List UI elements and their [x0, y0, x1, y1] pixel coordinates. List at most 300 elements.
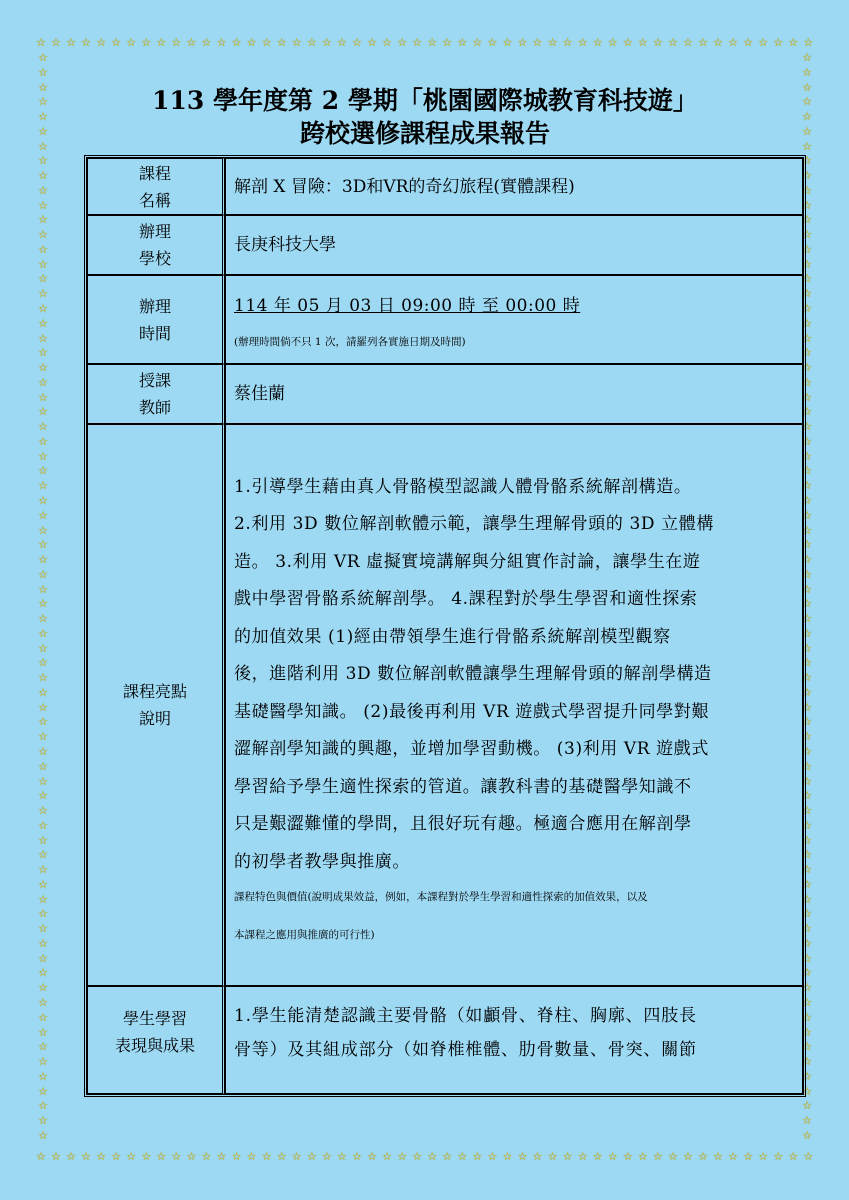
- star-icon: ☆: [38, 139, 48, 153]
- outcomes-line: 骨等）及其組成部分（如脊椎椎體、肋骨數量、骨突、關節: [234, 1040, 697, 1060]
- star-icon: ☆: [38, 1025, 48, 1039]
- star-icon: ☆: [276, 1150, 287, 1163]
- star-icon: ☆: [802, 951, 812, 965]
- star-icon: ☆: [306, 1150, 317, 1163]
- star-icon: ☆: [802, 700, 812, 714]
- star-icon: ☆: [38, 80, 48, 94]
- star-icon: ☆: [38, 257, 48, 271]
- star-icon: ☆: [38, 346, 48, 360]
- star-icon: ☆: [38, 1099, 48, 1113]
- star-icon: ☆: [532, 36, 543, 49]
- star-icon: ☆: [397, 1150, 407, 1163]
- star-icon: ☆: [803, 1150, 814, 1163]
- star-icon: ☆: [38, 420, 48, 434]
- star-icon: ☆: [802, 139, 812, 153]
- star-icon: ☆: [427, 36, 438, 49]
- star-icon: ☆: [802, 287, 812, 301]
- highlights-line: 澀解剖學知識的興趣，並增加學習動機。 (3)利用 VR 遊戲式: [234, 739, 709, 760]
- star-icon: ☆: [802, 789, 812, 803]
- star-icon: ☆: [412, 1150, 423, 1163]
- star-icon: ☆: [652, 36, 663, 49]
- star-icon: ☆: [622, 36, 633, 49]
- star-icon: ☆: [216, 1150, 227, 1163]
- star-icon: ☆: [802, 449, 812, 463]
- star-icon: ☆: [802, 375, 812, 389]
- star-icon: ☆: [802, 1069, 812, 1083]
- star-icon: ☆: [38, 287, 48, 301]
- star-icon: ☆: [802, 656, 812, 670]
- star-icon: ☆: [773, 1150, 784, 1163]
- highlights-label-line1: 課程亮點: [122, 682, 187, 701]
- star-icon: ☆: [802, 626, 812, 640]
- star-icon: ☆: [38, 789, 48, 803]
- star-icon: ☆: [171, 36, 182, 49]
- star-icon: ☆: [713, 36, 723, 49]
- star-icon: ☆: [38, 242, 48, 256]
- course-name-label: [87, 158, 225, 215]
- schedule-label-line2: 時間: [138, 323, 171, 343]
- host-school-cell: [225, 215, 803, 275]
- schedule-cell: [225, 275, 803, 364]
- star-icon: ☆: [38, 892, 48, 906]
- star-icon: ☆: [276, 36, 287, 49]
- report-title-line2: 跨校選修課程成果報告: [299, 119, 550, 148]
- star-icon: ☆: [38, 922, 48, 936]
- star-icon: ☆: [186, 1150, 197, 1163]
- host-school-label-line1: 辦理: [138, 222, 171, 241]
- star-icon: ☆: [802, 907, 812, 921]
- star-icon: ☆: [38, 1055, 48, 1069]
- star-icon: ☆: [802, 538, 812, 552]
- star-icon: ☆: [802, 479, 812, 493]
- star-icon: ☆: [367, 1150, 377, 1163]
- star-icon: ☆: [306, 36, 317, 49]
- star-icon: ☆: [38, 804, 48, 818]
- star-icon: ☆: [802, 52, 812, 64]
- star-icon: ☆: [802, 966, 812, 980]
- row-teacher: [87, 364, 803, 424]
- star-icon: ☆: [38, 1114, 48, 1128]
- star-icon: ☆: [261, 1150, 272, 1163]
- star-icon: ☆: [38, 272, 48, 286]
- star-icon: ☆: [38, 449, 48, 463]
- star-icon: ☆: [38, 863, 48, 877]
- star-icon: ☆: [38, 228, 48, 242]
- star-icon: ☆: [802, 434, 812, 448]
- star-icon: ☆: [81, 1150, 92, 1163]
- star-icon: ☆: [502, 36, 513, 49]
- star-icon: ☆: [38, 523, 48, 537]
- star-icon: ☆: [547, 36, 558, 49]
- star-icon: ☆: [592, 1150, 603, 1163]
- star-icon: ☆: [802, 582, 812, 596]
- outcomes-label-line2: 表現與成果: [114, 1036, 195, 1055]
- star-icon: ☆: [802, 95, 812, 109]
- star-icon: ☆: [397, 36, 407, 49]
- star-icon: ☆: [321, 36, 332, 49]
- star-icon: ☆: [141, 1150, 152, 1163]
- star-icon: ☆: [38, 759, 48, 773]
- star-icon: ☆: [802, 361, 812, 375]
- row-highlights: [87, 424, 803, 986]
- star-icon: ☆: [667, 36, 678, 49]
- star-icon: ☆: [743, 36, 754, 49]
- star-icon: ☆: [802, 567, 812, 581]
- highlights-label: [87, 424, 225, 986]
- outcomes-line: 1.學生能清楚認識主要骨骼（如顱骨、脊柱、胸廓、四肢長: [234, 1006, 697, 1026]
- star-icon: ☆: [713, 1150, 723, 1163]
- star-icon: ☆: [802, 981, 812, 995]
- star-icon: ☆: [156, 36, 167, 49]
- star-icon: ☆: [321, 1150, 332, 1163]
- star-icon: ☆: [81, 36, 92, 49]
- star-icon: ☆: [517, 36, 528, 49]
- star-icon: ☆: [38, 656, 48, 670]
- star-icon: ☆: [802, 553, 812, 567]
- highlights-line: 戲中學習骨骼系統解剖學。 4.課程對於學生學習和適性探索: [234, 589, 698, 610]
- star-icon: ☆: [517, 1150, 528, 1163]
- star-icon: ☆: [622, 1150, 633, 1163]
- report-table: [84, 155, 806, 1097]
- star-icon: ☆: [38, 124, 48, 138]
- star-icon: ☆: [246, 1150, 257, 1163]
- star-icon: ☆: [802, 331, 812, 345]
- star-icon: ☆: [38, 907, 48, 921]
- star-icon: ☆: [38, 567, 48, 581]
- star-icon: ☆: [38, 183, 48, 197]
- star-border-top: [36, 36, 814, 50]
- star-icon: ☆: [38, 1084, 48, 1098]
- host-school-label-line2: 學校: [138, 249, 171, 268]
- star-icon: ☆: [802, 612, 812, 626]
- star-icon: ☆: [367, 36, 377, 49]
- star-icon: ☆: [802, 671, 812, 685]
- star-icon: ☆: [38, 95, 48, 109]
- star-icon: ☆: [802, 1010, 812, 1024]
- star-icon: ☆: [38, 169, 48, 183]
- star-icon: ☆: [802, 936, 812, 950]
- star-icon: ☆: [38, 685, 48, 699]
- highlights-cell: [225, 424, 803, 986]
- star-border-left: [36, 52, 50, 1142]
- star-icon: ☆: [637, 36, 648, 49]
- highlights-line: 2.利用 3D 數位解剖軟體示範，讓學生理解骨頭的 3D 立體構: [234, 514, 714, 535]
- highlights-label-line2: 說明: [138, 709, 171, 728]
- star-icon: ☆: [38, 877, 48, 891]
- star-icon: ☆: [758, 1150, 769, 1163]
- star-icon: ☆: [38, 700, 48, 714]
- star-icon: ☆: [96, 36, 107, 49]
- star-icon: ☆: [728, 1150, 739, 1163]
- highlights-note-line2: 本課程之應用與推廣的可行性): [234, 929, 375, 942]
- star-icon: ☆: [96, 1150, 107, 1163]
- star-icon: ☆: [802, 523, 812, 537]
- star-icon: ☆: [802, 685, 812, 699]
- star-icon: ☆: [126, 36, 137, 49]
- star-icon: ☆: [457, 36, 468, 49]
- star-icon: ☆: [38, 612, 48, 626]
- star-icon: ☆: [532, 1150, 543, 1163]
- star-icon: ☆: [38, 553, 48, 567]
- star-icon: ☆: [38, 375, 48, 389]
- star-icon: ☆: [802, 863, 812, 877]
- star-icon: ☆: [412, 36, 423, 49]
- star-icon: ☆: [38, 1069, 48, 1083]
- star-icon: ☆: [201, 1150, 212, 1163]
- star-icon: ☆: [38, 316, 48, 330]
- star-icon: ☆: [51, 1150, 61, 1163]
- star-icon: ☆: [802, 228, 812, 242]
- star-icon: ☆: [802, 818, 812, 832]
- star-icon: ☆: [758, 36, 769, 49]
- course-name-label-line2: 名稱: [138, 190, 171, 210]
- star-icon: ☆: [231, 1150, 242, 1163]
- star-icon: ☆: [472, 1150, 483, 1163]
- star-icon: ☆: [788, 36, 799, 49]
- star-icon: ☆: [487, 36, 498, 49]
- star-icon: ☆: [472, 36, 483, 49]
- star-icon: ☆: [38, 390, 48, 404]
- row-schedule: [87, 275, 803, 364]
- star-icon: ☆: [607, 36, 618, 49]
- star-icon: ☆: [336, 36, 347, 49]
- star-icon: ☆: [38, 715, 48, 729]
- star-icon: ☆: [802, 65, 812, 79]
- star-icon: ☆: [802, 154, 812, 168]
- star-icon: ☆: [802, 272, 812, 286]
- star-icon: ☆: [156, 1150, 167, 1163]
- star-icon: ☆: [802, 302, 812, 316]
- star-icon: ☆: [38, 744, 48, 758]
- star-icon: ☆: [38, 582, 48, 596]
- star-icon: ☆: [802, 833, 812, 847]
- star-icon: ☆: [51, 36, 61, 49]
- star-icon: ☆: [802, 804, 812, 818]
- star-icon: ☆: [38, 981, 48, 995]
- highlights-line: 的加值效果 (1)經由帶領學生進行骨骼系統解剖模型觀察: [234, 626, 671, 647]
- star-icon: ☆: [607, 1150, 618, 1163]
- star-icon: ☆: [802, 183, 812, 197]
- star-icon: ☆: [802, 1084, 812, 1098]
- star-icon: ☆: [38, 833, 48, 847]
- star-icon: ☆: [802, 493, 812, 507]
- star-icon: ☆: [38, 818, 48, 832]
- star-icon: ☆: [351, 1150, 362, 1163]
- star-icon: ☆: [38, 434, 48, 448]
- highlights-line: 只是艱澀難懂的學問，且很好玩有趣。極適合應用在解剖學: [234, 814, 692, 835]
- star-icon: ☆: [728, 36, 739, 49]
- star-icon: ☆: [38, 1010, 48, 1024]
- star-icon: ☆: [38, 848, 48, 862]
- star-icon: ☆: [802, 892, 812, 906]
- report-title: [60, 84, 790, 150]
- star-icon: ☆: [38, 493, 48, 507]
- star-icon: ☆: [802, 759, 812, 773]
- star-icon: ☆: [803, 36, 814, 49]
- schedule-note: (辦理時間倘不只 1 次，請羅列各實施日期及時間): [234, 335, 466, 348]
- star-icon: ☆: [38, 198, 48, 212]
- star-icon: ☆: [698, 1150, 708, 1163]
- star-icon: ☆: [246, 36, 257, 49]
- star-icon: ☆: [502, 1150, 513, 1163]
- star-icon: ☆: [382, 36, 392, 49]
- report-title-line1: 113 學年度第 2 學期「桃園國際城教育科技遊」: [152, 86, 698, 115]
- star-icon: ☆: [577, 36, 588, 49]
- star-icon: ☆: [802, 124, 812, 138]
- star-icon: ☆: [802, 1099, 812, 1113]
- star-border-bottom: [36, 1150, 814, 1164]
- star-icon: ☆: [126, 1150, 137, 1163]
- star-icon: ☆: [802, 744, 812, 758]
- schedule-label: [87, 275, 225, 364]
- star-icon: ☆: [637, 1150, 648, 1163]
- star-icon: ☆: [38, 361, 48, 375]
- star-icon: ☆: [36, 1150, 46, 1163]
- star-icon: ☆: [186, 36, 197, 49]
- star-icon: ☆: [111, 36, 122, 49]
- star-icon: ☆: [802, 996, 812, 1009]
- teacher-cell: [225, 364, 803, 424]
- star-icon: ☆: [38, 464, 48, 478]
- star-icon: ☆: [802, 1128, 812, 1142]
- course-name-label-line1: 課程: [138, 163, 171, 183]
- star-icon: ☆: [802, 508, 812, 522]
- star-icon: ☆: [802, 730, 812, 744]
- star-icon: ☆: [38, 774, 48, 788]
- star-icon: ☆: [38, 154, 48, 168]
- course-name-value: 解剖 X 冒險：3D和VR的奇幻旅程(實體課程): [234, 176, 575, 197]
- teacher-value: 蔡佳蘭: [234, 384, 285, 404]
- star-icon: ☆: [38, 405, 48, 419]
- star-icon: ☆: [38, 65, 48, 79]
- star-icon: ☆: [111, 1150, 122, 1163]
- star-icon: ☆: [547, 1150, 558, 1163]
- star-icon: ☆: [802, 420, 812, 434]
- star-icon: ☆: [38, 996, 48, 1009]
- star-icon: ☆: [38, 110, 48, 124]
- star-icon: ☆: [38, 626, 48, 640]
- star-icon: ☆: [38, 1040, 48, 1054]
- highlights-line: 的初學者教學與推廣。: [234, 851, 410, 872]
- star-icon: ☆: [802, 346, 812, 360]
- star-icon: ☆: [802, 848, 812, 862]
- star-icon: ☆: [36, 36, 46, 49]
- star-icon: ☆: [66, 36, 76, 49]
- outcomes-label-line1: 學生學習: [122, 1009, 187, 1028]
- star-icon: ☆: [38, 641, 48, 655]
- star-icon: ☆: [38, 538, 48, 552]
- row-outcomes: [87, 986, 803, 1094]
- star-icon: ☆: [38, 671, 48, 685]
- star-icon: ☆: [336, 1150, 347, 1163]
- star-icon: ☆: [38, 508, 48, 522]
- star-icon: ☆: [487, 1150, 498, 1163]
- star-icon: ☆: [562, 36, 573, 49]
- star-icon: ☆: [802, 80, 812, 94]
- star-icon: ☆: [773, 36, 784, 49]
- outcomes-body: [234, 987, 796, 1067]
- highlights-line: 基礎醫學知識。 (2)最後再利用 VR 遊戲式學習提升同學對艱: [234, 701, 709, 722]
- star-icon: ☆: [457, 1150, 468, 1163]
- star-icon: ☆: [802, 1055, 812, 1069]
- star-icon: ☆: [652, 1150, 663, 1163]
- star-icon: ☆: [442, 36, 453, 49]
- teacher-label: [87, 364, 225, 424]
- star-icon: ☆: [562, 1150, 573, 1163]
- star-icon: ☆: [788, 1150, 799, 1163]
- star-icon: ☆: [382, 1150, 392, 1163]
- star-icon: ☆: [802, 390, 812, 404]
- star-icon: ☆: [802, 597, 812, 611]
- star-icon: ☆: [231, 36, 242, 49]
- star-icon: ☆: [38, 597, 48, 611]
- highlights-line: 造。 3.利用 VR 虛擬實境講解與分組實作討論，讓學生在遊: [234, 551, 701, 572]
- star-icon: ☆: [802, 213, 812, 227]
- star-icon: ☆: [802, 715, 812, 729]
- star-icon: ☆: [592, 36, 603, 49]
- highlights-line: 學習給予學生適性探索的管道。讓教科書的基礎醫學知識不: [234, 776, 692, 797]
- star-icon: ☆: [38, 331, 48, 345]
- star-icon: ☆: [802, 774, 812, 788]
- star-icon: ☆: [38, 302, 48, 316]
- schedule-value: 114 年 05 月 03 日 09:00 時 至 00:00 時: [234, 295, 581, 316]
- star-icon: ☆: [201, 36, 212, 49]
- star-icon: ☆: [802, 257, 812, 271]
- course-name-cell: [225, 158, 803, 215]
- row-host-school: [87, 215, 803, 275]
- outcomes-cell: [225, 986, 803, 1094]
- star-icon: ☆: [683, 36, 693, 49]
- star-icon: ☆: [802, 641, 812, 655]
- star-icon: ☆: [802, 922, 812, 936]
- star-icon: ☆: [802, 242, 812, 256]
- star-icon: ☆: [38, 936, 48, 950]
- star-icon: ☆: [698, 36, 708, 49]
- star-icon: ☆: [38, 213, 48, 227]
- highlights-line: 後，進階利用 3D 數位解剖軟體讓學生理解骨頭的解剖學構造: [234, 664, 712, 685]
- outcomes-label: [87, 986, 225, 1094]
- star-icon: ☆: [667, 1150, 678, 1163]
- star-icon: ☆: [743, 1150, 754, 1163]
- star-icon: ☆: [38, 52, 48, 64]
- star-icon: ☆: [291, 36, 302, 49]
- star-icon: ☆: [141, 36, 152, 49]
- row-course-name: [87, 158, 803, 215]
- highlights-line: 1.引導學生藉由真人骨骼模型認識人體骨骼系統解剖構造。: [234, 476, 692, 497]
- star-icon: ☆: [802, 1025, 812, 1039]
- star-icon: ☆: [802, 169, 812, 183]
- star-icon: ☆: [66, 1150, 76, 1163]
- star-icon: ☆: [802, 198, 812, 212]
- star-icon: ☆: [683, 1150, 693, 1163]
- star-icon: ☆: [802, 877, 812, 891]
- highlights-body: [234, 465, 796, 882]
- star-icon: ☆: [802, 1114, 812, 1128]
- star-icon: ☆: [38, 1128, 48, 1142]
- star-icon: ☆: [802, 110, 812, 124]
- star-icon: ☆: [291, 1150, 302, 1163]
- star-icon: ☆: [577, 1150, 588, 1163]
- star-icon: ☆: [261, 36, 272, 49]
- host-school-label: [87, 215, 225, 275]
- star-icon: ☆: [351, 36, 362, 49]
- star-icon: ☆: [38, 966, 48, 980]
- star-icon: ☆: [802, 405, 812, 419]
- star-icon: ☆: [802, 464, 812, 478]
- star-icon: ☆: [442, 1150, 453, 1163]
- star-icon: ☆: [38, 951, 48, 965]
- star-icon: ☆: [802, 1040, 812, 1054]
